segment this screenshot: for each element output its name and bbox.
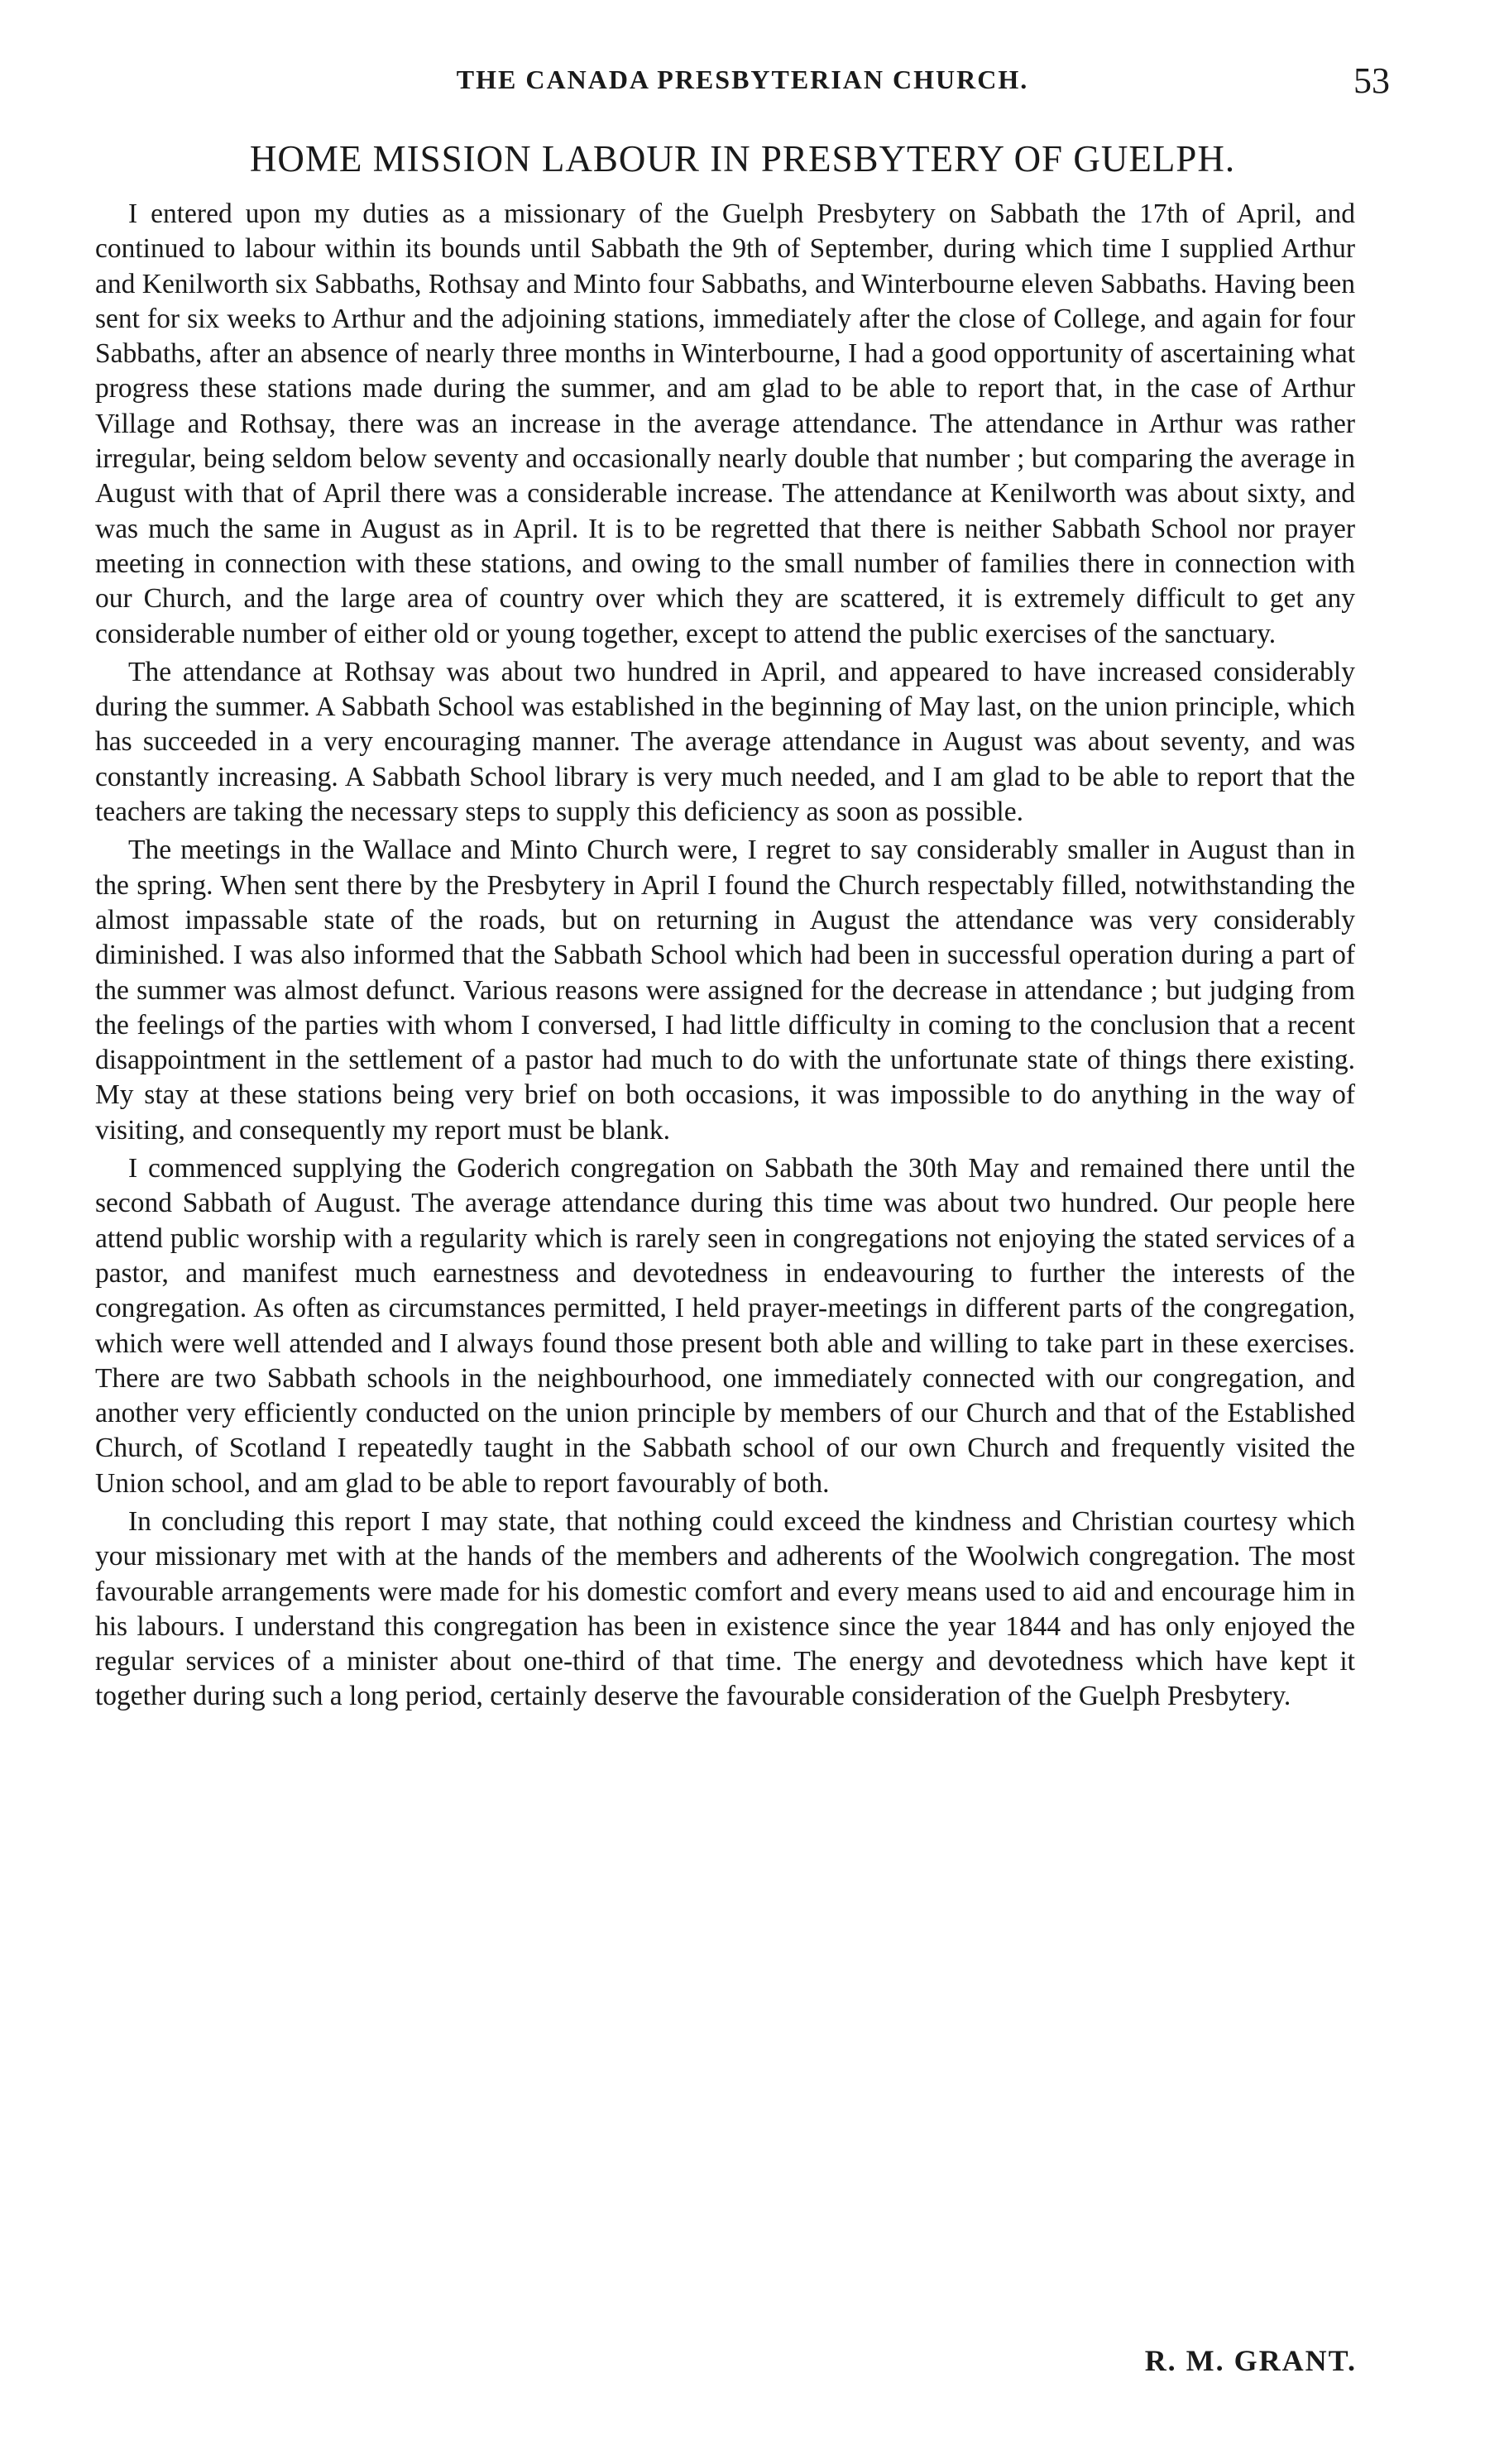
paragraph-wallace-minto: The meetings in the Wallace and Minto Church were, I regret to say considerably smaller in August than in the spring. When sent there by the Presbytery in April I found the Church respectably filled, notwithstanding the almost impassable state of the roads, but on returning in August the attendance was very considerably diminished. I was also informed that the Sabbath School which had been in successful operation during a part of the summer was almost defunct. Various reasons were assigned for the decrease in attendance ; but judging from the feelings of the parties with whom I conversed, I had little difficulty in coming to the conclusion that a recent disappointment in the settlement of a pastor had much to do with the unfortunate state of things there existing. My stay at these stations being very brief on both occasions, it was impossible to do anything in the way of visiting, and consequently my report must be blank. — [95, 835, 1355, 1146]
paragraph-goderich: I commenced supplying the Goderich congregation on Sabbath the 30th May and remained there until the second Sabbath of August. The average attendance during this time was about two hundred. Our people here attend public worship with a regularity which is rarely seen in congregations not enjoying the stated services of a pastor, and manifest much earnestness and devotedness in endeavouring to further the interests of the congregation. As often as circumstances permitted, I held prayer-meetings in different parts of the congregation, which were well attended and I always found those present both able and willing to take part in these exercises. There are two Sabbath schools in the neighbourhood, one immediately connected with our congregation, and another very efficiently conducted on the union principle by members of our Church and that of the Established Church, of Scotland I repeatedly taught in the Sabbath school of our own Church and frequently visited the Union school, and am glad to be able to report favourably of both. — [95, 1153, 1355, 1499]
running-header — [95, 60, 1390, 111]
paragraph-rothsay: The attendance at Rothsay was about two hundred in April, and appeared to have increased considerably during the summer. A Sabbath School was established in the beginning of May last, on the union principle, which has succeeded in a very encouraging manner. The average attendance in August was about seventy, and was constantly increasing. A Sabbath School library is very much needed, and I am glad to be able to report that the teachers are taking the necessary steps to supply this deficiency as soon as possible. — [95, 656, 1355, 828]
running-title: THE CANADA PRESBYTERIAN CHURCH. — [456, 65, 1029, 94]
article-title: HOME MISSION LABOUR IN PRESBYTERY OF GUELPH. — [249, 138, 1236, 179]
paragraph-woolwich-conclusion: In concluding this report I may state, that nothing could exceed the kindness and Christian courtesy which your missionary met with at the hands of the members and adherents of the Woolwich congregation. The most favourable arrangements were made for his domestic comfort and every means used to aid and encourage him in his labours. I understand this congregation has been in existence since the year 1844 and has only enjoyed the regular services of a minister about one-third of that time. The energy and devotedness which have kept it together during such a long period, certainly deserve the favourable consideration of the Guelph Presbytery. — [95, 1505, 1355, 1712]
article-body — [95, 197, 1355, 1715]
page-number: 53 — [1353, 60, 1390, 101]
paragraph-arthur-kenilworth: I entered upon my duties as a missionary of the Guelph Presbytery on Sabbath the 17th of April, and continued to labour within its bounds until Sabbath the 9th of September, during which time I supplied Arthur and Kenilworth six Sabbaths, Rothsay and Minto four Sabbaths, and Winterbourne eleven Sabbaths. Having been sent for six weeks to Arthur and the adjoining stations, immediately after the close of College, and again for four Sabbaths, after an absence of nearly three months in Winterbourne, I had a good opportunity of ascertaining what progress these stations made during the summer, and am glad to be able to report that, in the case of Arthur Village and Rothsay, there was an increase in the average attendance. The attendance in Arthur was rather irregular, being seldom below seventy and occasionally nearly double that number ; but comparing the average in August with that of April there was a considerable increase. The attendance at Kenilworth was about sixty, and was much the same in August as in April. It is to be regretted that there is neither Sabbath School nor prayer meeting in connection with these stations, and owing to the small number of families there in connection with our Church, and the large area of country over which they are scattered, it is extremely difficult to get any considerable number of either old or young together, except to attend the public exercises of the sanctuary. — [95, 199, 1355, 649]
author-signature: R. M. GRANT. — [1144, 2344, 1357, 2377]
